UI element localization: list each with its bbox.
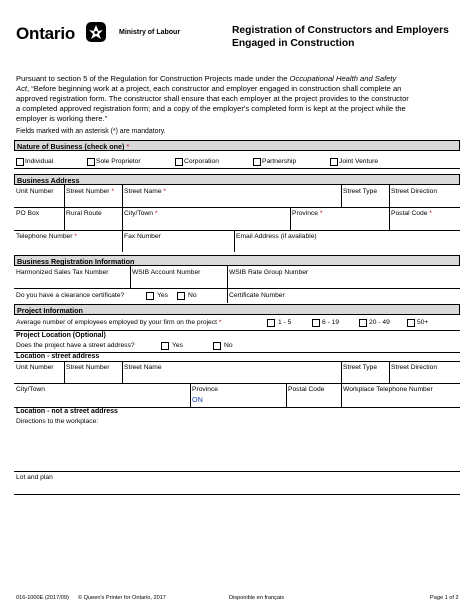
divider — [14, 361, 460, 362]
required-asterisk: * — [218, 319, 222, 326]
partnership-checkbox[interactable] — [253, 158, 261, 166]
range-20-49-label: 20 - 49 — [369, 319, 390, 326]
sole-proprietor-checkbox[interactable] — [87, 158, 95, 166]
loc-city-town-label: City/Town — [16, 386, 45, 393]
business-address-label: Business Address — [17, 176, 80, 185]
copyright: © Queen's Printer for Ontario, 2017 — [78, 595, 166, 601]
clearance-yes-checkbox[interactable] — [146, 292, 154, 300]
clearance-no-label: No — [188, 292, 197, 299]
street-address-question: Does the project have a street address? — [16, 342, 135, 349]
intro-line4: a completed approved registration form; and a copy of the employer's completed form is kept at the project while the — [16, 104, 406, 113]
act-name-cont: Act — [16, 84, 27, 93]
divider — [389, 361, 390, 383]
divider — [286, 383, 287, 407]
divider — [290, 207, 291, 230]
form-title — [232, 25, 464, 50]
required-asterisk: * — [163, 188, 167, 195]
workplace-telephone-label: Workplace Telephone Number — [343, 386, 433, 393]
divider — [122, 361, 123, 383]
loc-street-name-label: Street Name — [124, 364, 162, 371]
email-label: Email Address (if available) — [236, 233, 317, 240]
range-6-19-label: 6 - 19 — [322, 319, 340, 326]
ministry-label: Ministry of Labour — [119, 29, 181, 36]
divider — [64, 361, 65, 383]
wsib-rate-group-label: WSIB Rate Group Number — [229, 269, 309, 276]
street-number-label — [66, 188, 114, 196]
nature-of-business-heading — [14, 140, 460, 151]
divider — [64, 207, 65, 230]
loc-street-number-label: Street Number — [66, 364, 110, 371]
required-asterisk: * — [111, 188, 114, 195]
street-number-text: Street Number — [66, 188, 110, 195]
individual-label: Individual — [25, 158, 54, 165]
corporation-label: Corporation — [184, 158, 219, 165]
divider — [122, 207, 123, 230]
divider — [14, 383, 460, 384]
fax-label: Fax Number — [124, 233, 161, 240]
page-number: Page 1 of 2 — [430, 595, 459, 601]
rural-route-label: Rural Route — [66, 210, 102, 217]
province-label — [292, 210, 323, 218]
location-street-heading: Location - street address — [16, 353, 100, 360]
province-text: Province — [292, 210, 319, 217]
divider — [14, 207, 460, 208]
ontario-logo-text: Ontario — [16, 24, 76, 43]
divider — [14, 494, 460, 495]
range-20-49-checkbox[interactable] — [359, 319, 367, 327]
hst-number-label: Harmonized Sales Tax Number — [16, 269, 109, 276]
city-town-label — [124, 210, 157, 218]
divider — [122, 185, 123, 207]
divider — [122, 230, 123, 252]
corporation-checkbox[interactable] — [175, 158, 183, 166]
business-address-heading — [14, 174, 460, 185]
street-type-label: Street Type — [343, 188, 378, 195]
street-name-label — [124, 188, 166, 196]
loc-province-value[interactable]: ON — [192, 395, 203, 404]
divider — [341, 185, 342, 207]
business-registration-label: Business Registration Information — [17, 257, 135, 266]
avg-employees-question — [16, 319, 221, 327]
loc-province-label: Province — [192, 386, 219, 393]
lot-and-plan-label: Lot and plan — [16, 474, 53, 481]
street-direction-label: Street Direction — [391, 188, 438, 195]
telephone-text: Telephone Number — [16, 233, 73, 240]
french-availability: Disponible en français — [229, 595, 285, 601]
clearance-no-checkbox[interactable] — [177, 292, 185, 300]
range-50-plus-checkbox[interactable] — [407, 319, 415, 327]
intro-line5: employer is working there.” — [16, 114, 108, 123]
intro-line1: Pursuant to section 5 of the Regulation for Construction Projects made under the — [16, 74, 290, 83]
postal-code-text: Postal Code — [391, 210, 428, 217]
intro-line2: , “Before beginning work at a project, each constructor and employer engaged in construction shall complete an — [26, 84, 402, 93]
form-id: 016-1000E (2017/09) — [16, 595, 69, 601]
directions-label: Directions to the workplace: — [16, 418, 99, 425]
individual-checkbox[interactable] — [16, 158, 24, 166]
sole-proprietor-label: Sole Proprietor — [96, 158, 141, 165]
telephone-label — [16, 233, 77, 241]
divider — [14, 168, 460, 169]
nature-of-business-label: Nature of Business (check one) — [17, 142, 125, 151]
divider — [14, 230, 460, 231]
divider — [227, 266, 228, 303]
required-asterisk: * — [319, 210, 323, 217]
divider — [389, 185, 390, 207]
joint-venture-checkbox[interactable] — [330, 158, 338, 166]
street-address-no-checkbox[interactable] — [213, 342, 221, 350]
wsib-account-label: WSIB Account Number — [132, 269, 201, 276]
postal-code-label — [391, 210, 432, 218]
avg-employees-text: Average number of employees employed by your firm on the project — [16, 319, 217, 326]
act-name: Occupational Health and Safety — [289, 74, 397, 83]
intro-paragraph — [16, 74, 462, 124]
project-information-heading — [14, 304, 460, 315]
project-location-heading: Project Location (Optional) — [16, 332, 106, 339]
location-not-street-heading: Location - not a street address — [16, 408, 118, 415]
divider — [130, 266, 131, 288]
range-1-5-checkbox[interactable] — [267, 319, 275, 327]
required-asterisk: * — [74, 233, 77, 240]
form-title-line1: Registration of Constructors and Employers — [232, 25, 449, 36]
divider — [389, 207, 390, 230]
business-registration-heading — [14, 255, 460, 266]
partnership-label: Partnership — [262, 158, 297, 165]
street-address-yes-checkbox[interactable] — [161, 342, 169, 350]
loc-postal-code-label: Postal Code — [288, 386, 325, 393]
divider — [341, 361, 342, 383]
divider — [341, 383, 342, 407]
form-title-line2: Engaged in Construction — [232, 37, 355, 49]
range-50-plus-label: 50+ — [417, 319, 429, 326]
divider — [64, 185, 65, 207]
joint-venture-label: Joint Venture — [339, 158, 379, 165]
street-name-text: Street Name — [124, 188, 162, 195]
street-address-no-label: No — [224, 342, 233, 349]
required-asterisk: * — [154, 210, 158, 217]
loc-street-direction-label: Street Direction — [391, 364, 438, 371]
city-town-text: City/Town — [124, 210, 153, 217]
required-asterisk: * — [429, 210, 432, 217]
street-address-yes-label: Yes — [172, 342, 183, 349]
range-1-5-label: 1 - 5 — [278, 319, 292, 326]
trillium-logo-icon — [86, 22, 106, 42]
divider — [14, 471, 460, 472]
divider — [234, 230, 235, 252]
intro-line3: approved registration form. The constructor shall ensure that each employer at the project provides to the constructor — [16, 94, 409, 103]
clearance-question: Do you have a clearance certificate? — [16, 292, 125, 299]
clearance-yes-label: Yes — [157, 292, 168, 299]
divider — [14, 288, 460, 289]
certificate-number-label: Certificate Number — [229, 292, 285, 299]
project-information-label: Project Information — [17, 306, 83, 315]
loc-unit-number-label: Unit Number — [16, 364, 54, 371]
range-6-19-checkbox[interactable] — [312, 319, 320, 327]
divider — [190, 383, 191, 407]
mandatory-note: Fields marked with an asterisk (*) are mandatory. — [16, 128, 166, 135]
required-asterisk: * — [126, 142, 130, 151]
po-box-label: PO Box — [16, 210, 40, 217]
loc-street-type-label: Street Type — [343, 364, 378, 371]
divider — [14, 330, 460, 331]
unit-number-label: Unit Number — [16, 188, 54, 195]
